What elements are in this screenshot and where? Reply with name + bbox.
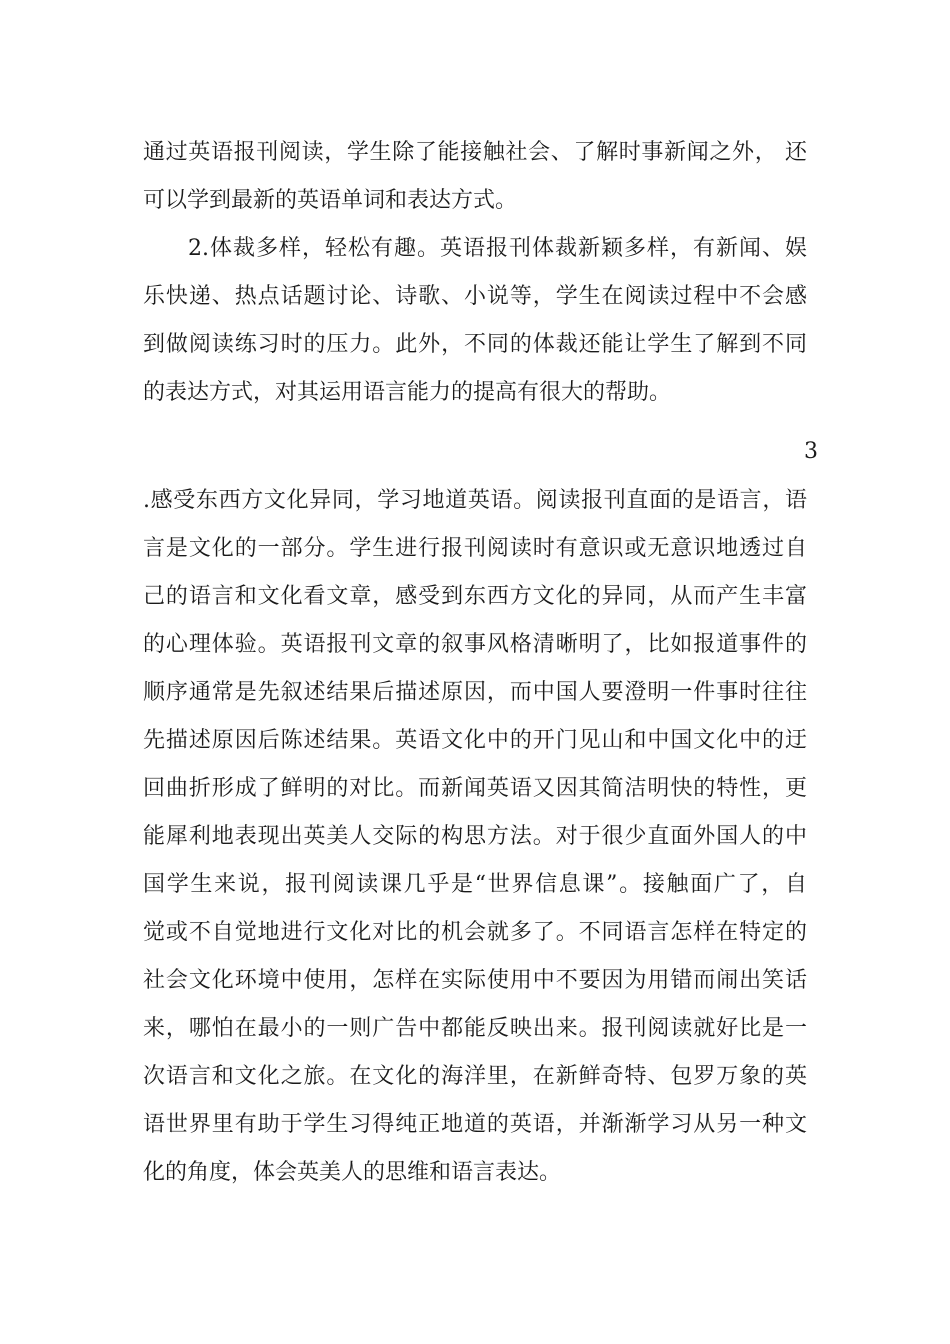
text-line: 先描述原因后陈述结果。英语文化中的开门见山和中国文化中的迂 [143,728,807,753]
text-line: 2.体裁多样，轻松有趣。英语报刊体裁新颖多样，有新闻、娱 [188,236,807,261]
text-line: .感受东西方文化异同，学习地道英语。阅读报刊直面的是语言，语 [143,488,807,513]
text-line: 能犀利地表现出英美人交际的构思方法。对于很少直面外国人的中 [143,824,807,849]
text-line: 国学生来说，报刊阅读课几乎是“世界信息课”。接触面广了，自 [143,872,807,897]
text-line: 可以学到最新的英语单词和表达方式。 [143,188,518,213]
text-line: 顺序通常是先叙述结果后描述原因，而中国人要澄明一件事时往往 [143,680,807,705]
text-line: 乐快递、热点话题讨论、诗歌、小说等，学生在阅读过程中不会感 [143,284,807,309]
text-line: 己的语言和文化看文章，感受到东西方文化的异同，从而产生丰富 [143,584,807,609]
text-line: 语世界里有助于学生习得纯正地道的英语，并渐渐学习从另一种文 [143,1112,807,1137]
text-line: 来，哪怕在最小的一则广告中都能反映出来。报刊阅读就好比是一 [143,1016,807,1041]
text-line: 化的角度，体会英美人的思维和语言表达。 [143,1160,562,1185]
text-line: 通过英语报刊阅读，学生除了能接触社会、了解时事新闻之外， 还 [143,140,807,165]
text-line: 回曲折形成了鲜明的对比。而新闻英语又因其简洁明快的特性，更 [143,776,807,801]
text-line: 觉或不自觉地进行文化对比的机会就多了。不同语言怎样在特定的 [143,920,807,945]
text-line: 社会文化环境中使用，怎样在实际使用中不要因为用错而闹出笑话 [143,968,807,993]
text-line: 的心理体验。英语报刊文章的叙事风格清晰明了，比如报道事件的 [143,632,807,657]
text-line: 言是文化的一部分。学生进行报刊阅读时有意识或无意识地透过自 [143,536,807,561]
text-line: 次语言和文化之旅。在文化的海洋里，在新鲜奇特、包罗万象的英 [143,1064,807,1089]
section-number: 3 [804,439,818,464]
text-line: 到做阅读练习时的压力。此外，不同的体裁还能让学生了解到不同 [143,332,807,357]
text-line: 的表达方式，对其运用语言能力的提高有很大的帮助。 [143,380,672,405]
